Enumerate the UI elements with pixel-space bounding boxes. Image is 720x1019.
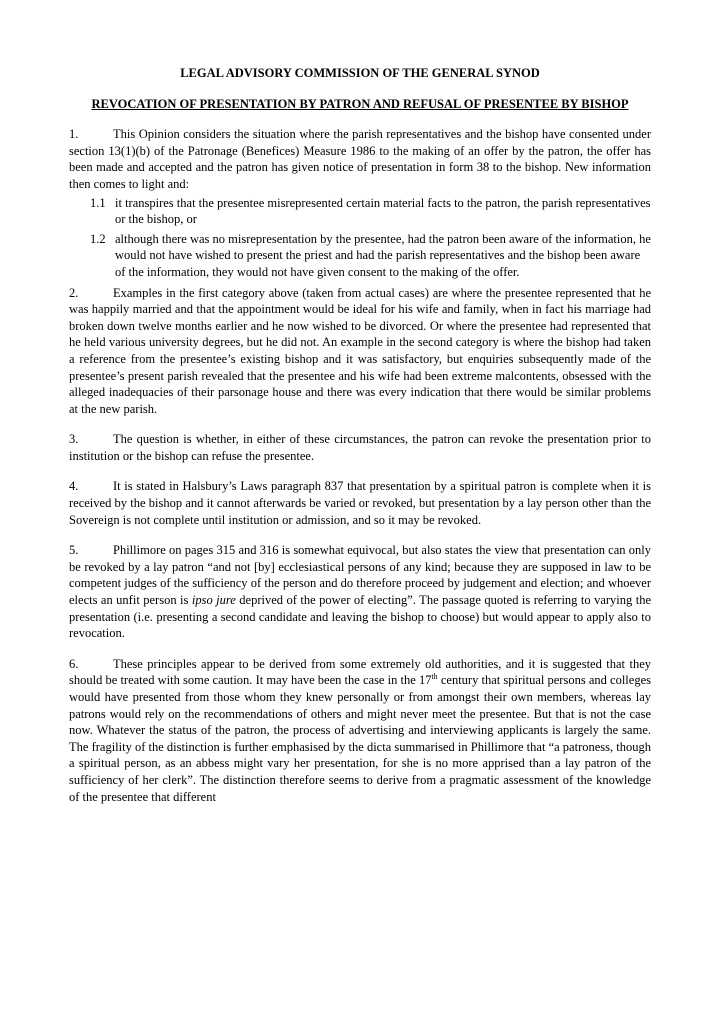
- paragraph-number: 6.: [69, 656, 79, 671]
- ordinal-suffix: th: [431, 672, 438, 682]
- paragraph-4: [69, 478, 651, 528]
- paragraph-text: It is stated in Halsbury’s Laws paragraph 837 that presentation by a spiritual patron is complete when it is received by the bishop and it cannot afterwards be varied or revoked, but presentation by a lay person other than the Sovereign is not complete until institution or admission, and so it may be revoked.: [69, 479, 651, 527]
- sub-item-number: 1.1: [90, 195, 106, 210]
- sub-item: [69, 195, 651, 228]
- paragraph-number: 3.: [69, 432, 79, 447]
- sub-item-number: 1.2: [90, 231, 106, 246]
- sub-item-text: it transpires that the presentee misrepresented certain material facts to the patron, the parish representatives or the bishop, or: [115, 195, 651, 227]
- paragraph-number: 5.: [69, 543, 79, 558]
- document-heading: LEGAL ADVISORY COMMISSION OF THE GENERAL SYNOD: [180, 66, 540, 80]
- paragraph-3: [69, 431, 651, 464]
- sub-item: [69, 231, 651, 281]
- paragraph-text: deprived of the power of electing”. The passage quoted is referring to varying the presentation (i.e. presenting a second candidate and leaving the bishop to choose) but would appear to apply also to revocation.: [69, 593, 652, 641]
- paragraph-text: The question is whether, in either of these circumstances, the patron can revoke the presentation prior to institution or the bishop can refuse the presentee.: [69, 432, 651, 463]
- latin-phrase: ipso jure: [191, 593, 236, 608]
- paragraph-number: 4.: [69, 479, 79, 494]
- paragraph-text: These principles appear to be derived from some extremely old authorities, and it is suggested that they should be treated with some caution. It may have been the case in the 17: [69, 656, 651, 688]
- paragraph-text: This Opinion considers the situation where the parish representatives and the bishop have consented under section 13(1)(b) of the Patronage (Benefices) Measure 1986 to the making of an offer by the patron, the offer has been made and accepted and the patron has given notice of presentation in form 38 to the bishop. New information then comes to light and:: [69, 127, 651, 191]
- paragraph-text: Examples in the first category above (taken from actual cases) are where the presentee represented that he was happily married and that the appointment would be ideal for his wife and family, when in fact his marriage had broken down twelve months earlier and he now wished to be divorced. Or where the presentee had represented that he held various university degrees, but he did not. An example in the second category is where the bishop had taken a reference from the presentee’s existing bishop and it was satisfactory, but enquiries subsequently made of the presentee’s present parish revealed that the presentee and his wife had been extreme malcontents, obsessed with the alleged inadequacies of their parsonage house and there was every indication that there would be similar problems at the new parish.: [69, 285, 651, 416]
- paragraph-6: [69, 656, 651, 805]
- document-subheading: REVOCATION OF PRESENTATION BY PATRON AND REFUSAL OF PRESENTEE BY BISHOP: [91, 96, 629, 111]
- paragraph-2: [69, 285, 651, 418]
- paragraph-number: 2.: [69, 285, 79, 300]
- paragraph-1: [69, 126, 651, 192]
- paragraph-5: [69, 542, 651, 642]
- sub-item-text: although there was no misrepresentation by the presentee, had the patron been aware of the information, he would not have wished to present the priest and had the parish representatives and the bishop been aware of the information, they would not have given consent to the making of the offer.: [115, 231, 651, 279]
- sub-item-list: [69, 195, 651, 281]
- paragraph-text: century that spiritual persons and colleges would have presented from those whom they knew personally or from amongst their own members, whereas lay patrons would rely on the recommendations of others and might never meet the presentee. But that is not the case now. Whatever the status of the patron, the process of advertising and interviewing applicants is largely the same. The fragility of the distinction is further emphasised by the dicta summarised in Phillimore that “a patroness, though a spiritual person, as an abbess might vary her presentation, for she is no more apprised than a lay patron of the sufficiency of her clerk”. The distinction therefore seems to derive from a pragmatic assessment of the knowledge of the presentee that different: [69, 673, 651, 804]
- paragraph-text: Phillimore on pages 315 and 316 is somewhat equivocal, but also states the view that presentation can only be revoked by a lay patron “and not [by] ecclesiastical persons of any kind; because they are supposed in law to be competent judges of the sufficiency of the person and do therefore proceed by judgement and election; and whoever elects an unfit person is: [69, 543, 651, 608]
- paragraph-number: 1.: [69, 127, 79, 142]
